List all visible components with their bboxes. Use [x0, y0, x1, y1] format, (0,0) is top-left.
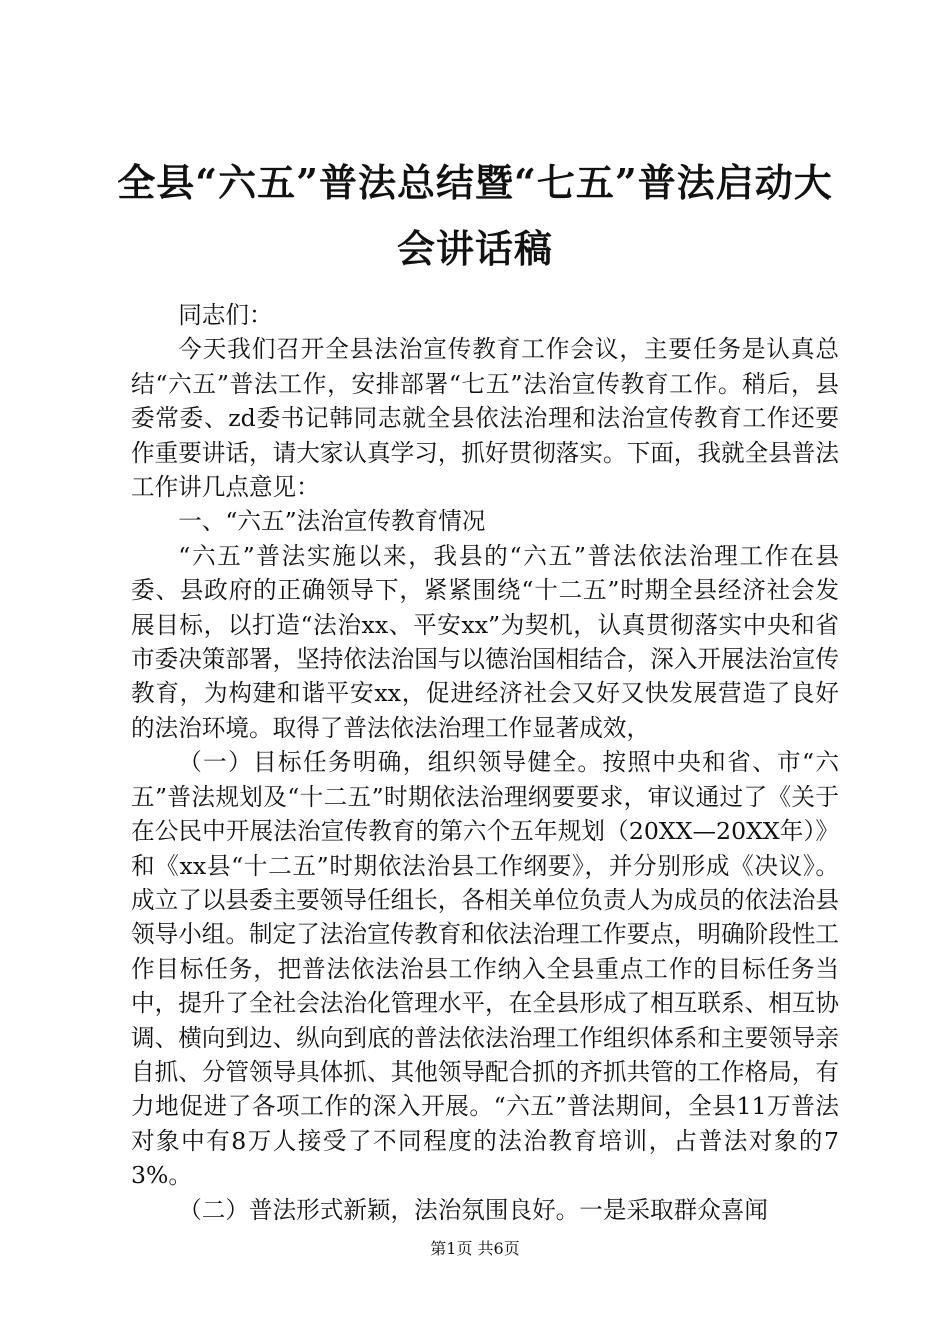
- document-title: 全县“六五”普法总结暨“七五”普法启动大会讲话稿: [117, 160, 833, 271]
- paragraph-overview: “六五”普法实施以来，我县的“六五”普法依法治理工作在县委、县政府的正确领导下，紧紧围绕“十二五”时期全县经济社会发展目标，以打造“法治xx、平安xx”为契机，认真贯彻落实中央和省市委决策部署，坚持依法治国与以德治国相结合，深入开展法治宣传教育，为构建和谐平安xx，促进经济社会又好又快发展营造了良好的法治环境。取得了普法依法治理工作显著成效，: [131, 541, 839, 742]
- page-number-footer: 第1页 共6页: [430, 1239, 520, 1258]
- paragraph-intro: 今天我们召开全县法治宣传教育工作会议，主要任务是认真总结“六五”普法工作，安排部署“七五”法治宣传教育工作。稍后，县委常委、zd委书记韩同志就全县依法治理和法治宣传教育工作还要作重要讲话，请大家认真学习，抓好贯彻落实。下面，我就全县普法工作讲几点意见：: [131, 335, 839, 502]
- section-heading: 一、“六五”法治宣传教育情况: [178, 507, 486, 536]
- paragraph-item-2: （二）普法形式新颖，法治氛围良好。一是采取群众喜闻: [178, 1195, 769, 1224]
- paragraph-item-1: （一）目标任务明确，组织领导健全。按照中央和省、市“六五”普法规划及“十二五”时期依法治理纲要要求，审议通过了《关于在公民中开展法治宣传教育的第六个五年规划（20XX—20XX年）》和《xx县“十二五”时期依法治县工作纲要》，并分别形成《决议》。成立了以县委主要领导任组长，各相关单位负责人为成员的依法治县领导小组。制定了法治宣传教育和依法治理工作要点，明确阶段性工作目标任务，把普法依法治县工作纳入全县重点工作的目标任务当中，提升了全社会法治化管理水平，在全县形成了相互联系、相互协调、横向到边、纵向到底的普法依法治理工作组织体系和主要领导亲自抓、分管领导具体抓、其他领导配合抓的齐抓共管的工作格局，有力地促进了各项工作的深入开展。“六五”普法期间，全县11万普法对象中有8万人接受了不同程度的法治教育培训，占普法对象的73%。: [131, 748, 839, 1190]
- document-body: [131, 298, 839, 1227]
- salutation: 同志们：: [178, 301, 273, 329]
